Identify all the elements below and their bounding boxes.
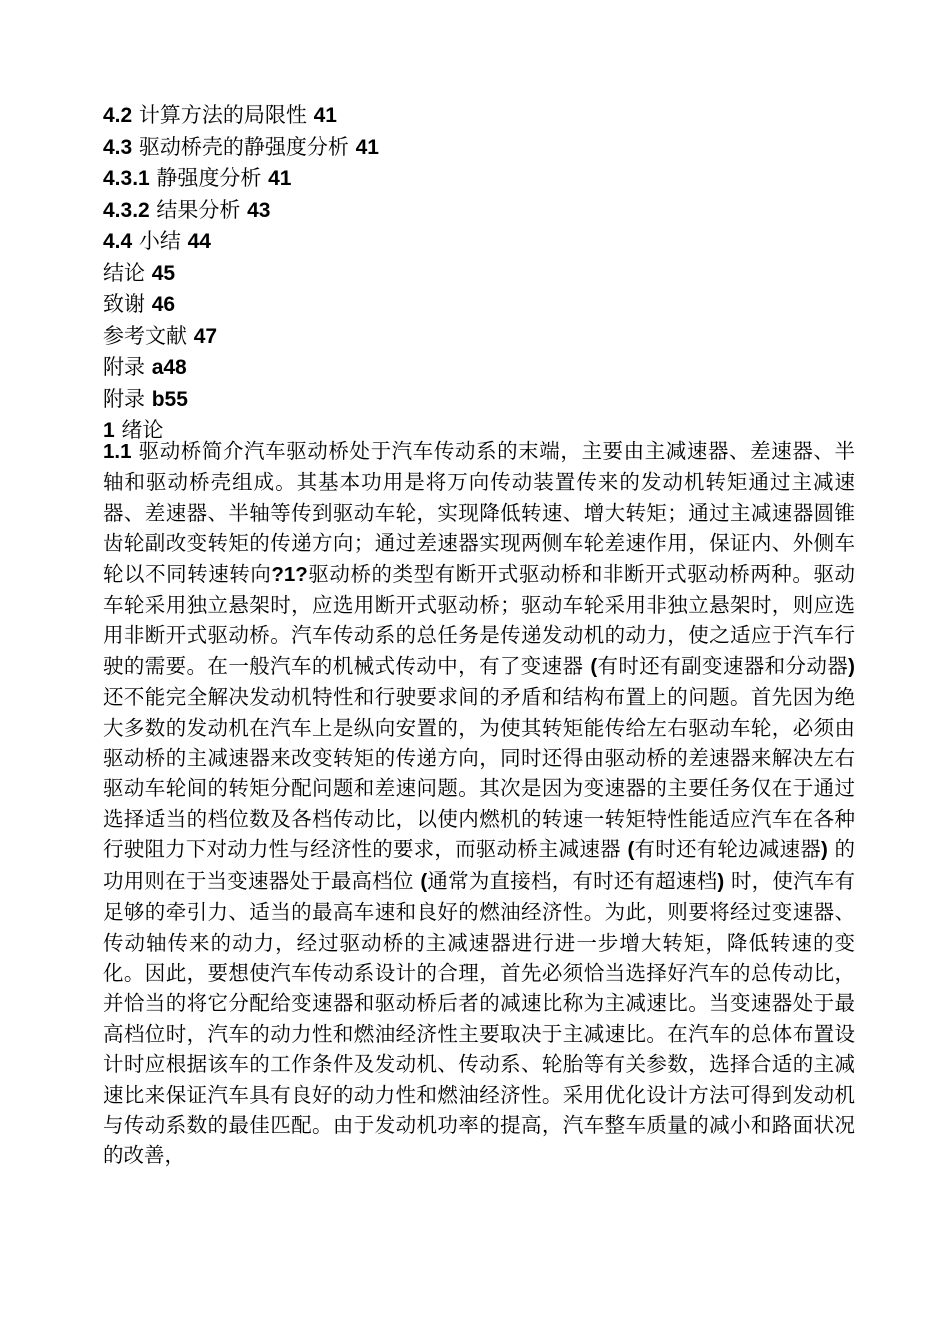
toc-entry	[103, 321, 863, 353]
toc-entry-number: 4.3.2	[103, 198, 150, 222]
toc-entry-title: 结论	[103, 260, 152, 285]
toc-entry-title: 小结	[132, 229, 188, 253]
toc-entry-title: 参考文献	[103, 323, 194, 348]
text-run: 时，使汽车有足够的牵引力、适当的最高车速和良好的燃油经济性。为此，则要将经过变速器、传动轴传来的动力，经过驱动桥的主减速器进行进一步增大转矩，降低转速的变化。因此，要想使汽车传动系设计的合理，首先必须恰当选择好汽车的总传动比，并恰当的将它分配给变速器和驱动桥后者的减速比称为主减速比。当变速器处于最高档位时，汽车的动力性和燃油经济性主要取决于主减速比。在汽车的总体布置设计时应根据该车的工作条件及发动机、传动系、轮胎等有关参数，选择合适的主减速比来保证汽车具有良好的动力性和燃油经济性。采用优化设计方法可得到发动机与传动系数的最佳匹配。由于发动机功率的提高，汽车整车质量的减小和路面状况的改善，	[103, 868, 855, 1168]
paren: (	[590, 654, 598, 678]
toc-entry	[103, 384, 863, 416]
toc-entry	[103, 132, 863, 164]
toc-entry-number: 4.2	[103, 104, 133, 127]
text-run: 的功用则在于当变速器处于最高档位	[103, 837, 855, 893]
text-run: 通常为直接档，有时还有超速档	[427, 868, 718, 893]
toc-entry-title: 计算方法的局限性	[132, 103, 314, 127]
table-of-contents	[103, 100, 863, 447]
toc-entry	[103, 352, 863, 384]
toc-entry	[103, 163, 863, 195]
paren: (	[420, 869, 428, 893]
toc-entry-page: 43	[247, 198, 271, 222]
toc-entry-title: 驱动桥壳的静强度分析	[132, 134, 356, 159]
toc-entry-page: 46	[151, 293, 176, 316]
section-number: 1.1	[103, 440, 132, 463]
paren: )	[820, 838, 828, 862]
toc-entry	[103, 195, 863, 227]
toc-entry	[103, 226, 863, 258]
toc-entry-number: 1	[103, 419, 115, 442]
toc-entry-page: 41	[268, 167, 292, 190]
toc-entry-number: 4.3.1	[103, 167, 150, 190]
toc-entry-page: a48	[151, 356, 187, 379]
text-run: 有时还有轮边减速器	[634, 837, 821, 862]
paragraph	[103, 436, 855, 1171]
toc-entry-page: 45	[151, 261, 176, 285]
toc-entry	[103, 289, 863, 321]
paren: (	[627, 838, 635, 862]
text-run: 驱动桥的类型有断开式驱动桥和非断开式驱动桥两种。驱动车轮采用独立悬架时，应选用断开式驱动桥；驱动车轮采用非独立悬架时，则应选用非断开式驱动桥。汽车传动系的总任务是传递发动机的动力，使之适应于汽车行驶的需要。在一般汽车的机械式传动中，有了变速器	[103, 561, 856, 678]
toc-entry-title: 结果分析	[149, 197, 248, 222]
toc-entry	[103, 100, 863, 132]
text-run: 驱动桥简介汽车驱动桥处于汽车传动系的末端，主要由主减速器、差速器、半轴和驱动桥壳组成。其基本功用是将万向传动装置传来的发动机转矩通过主减速器、差速器、半轴等传到驱动车轮，实现降低转速、增大转矩；通过主减速器圆锥齿轮副改变转矩的传递方向；通过差速器实现两侧车轮差速作用，保证内、外侧车轮以不同转速转向	[103, 439, 855, 586]
toc-entry-page: 41	[313, 104, 337, 127]
toc-entry-title: 静强度分析	[149, 166, 269, 190]
toc-entry-page: 44	[187, 230, 211, 253]
toc-entry-page: b55	[151, 387, 188, 411]
body-text	[103, 436, 855, 1171]
toc-entry-number: 4.4	[103, 230, 133, 253]
toc-entry-number: 4.3	[103, 135, 133, 159]
text-run: 还不能完全解决发动机特性和行驶要求间的矛盾和结构布置上的问题。首先因为绝大多数的发动机在汽车上是纵向安置的，为使其转矩能传给左右驱动车轮，必须由驱动桥的主减速器来改变转矩的传递方向，同时还得由驱动桥的差速器来解决左右驱动车轮间的转矩分配问题和差速问题。其次是因为变速器的主要任务仅在于通过选择适当的档位数及各档传动比，以使内燃机的转速一转矩特性能适应汽车在各种行驶阻力下对动力性与经济性的要求，而驱动桥主减速器	[103, 685, 855, 862]
toc-entry-page: 41	[355, 135, 379, 159]
toc-entry-page: 47	[193, 324, 218, 348]
toc-entry-title: 绪论	[114, 418, 164, 442]
toc-entry	[103, 258, 863, 290]
reference-mark: ?1?	[271, 562, 308, 586]
paren: )	[717, 869, 725, 893]
toc-entry-title: 致谢	[103, 292, 152, 316]
toc-entry-title: 附录	[103, 386, 152, 411]
text-run: 有时还有副变速器和分动器	[597, 653, 849, 678]
toc-entry-title: 附录	[103, 355, 152, 379]
paren: )	[848, 654, 855, 678]
